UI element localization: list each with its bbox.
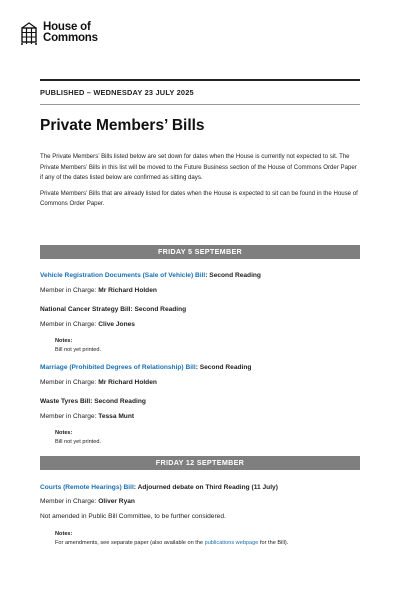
header-divider: [40, 104, 360, 105]
member-name: Mr Richard Holden: [98, 379, 157, 386]
bill-link[interactable]: Marriage (Prohibited Degrees of Relationship) Bill: [40, 364, 196, 371]
notes-text-pre: For amendments, see separate paper (also available on the: [55, 540, 205, 546]
bill-stage: : Adjourned debate on Third Reading (11 July): [133, 484, 278, 491]
bill-item: [40, 272, 360, 279]
bill-stage: : Second Reading: [205, 272, 261, 279]
member-in-charge: [40, 379, 360, 386]
bill-item: [40, 364, 360, 371]
published-date: PUBLISHED – WEDNESDAY 23 JULY 2025: [40, 88, 194, 97]
logo-line-1: House of: [43, 21, 91, 33]
logo-line-2: Commons: [43, 31, 98, 44]
notes-heading: Notes:: [55, 430, 73, 436]
member-label: Member in Charge:: [40, 498, 99, 505]
bill-notes: [55, 429, 101, 447]
member-label: Member in Charge:: [40, 413, 99, 420]
notes-heading: Notes:: [55, 338, 73, 344]
member-name: Tessa Munt: [98, 413, 135, 420]
day-header-friday-5-september: FRIDAY 5 SEPTEMBER: [40, 245, 360, 259]
member-in-charge: [40, 287, 360, 294]
bill-link[interactable]: Vehicle Registration Documents (Sale of Vehicle) Bill: [40, 272, 206, 279]
logo-wordmark: [43, 22, 98, 43]
notes-heading: Notes:: [55, 531, 73, 537]
publications-webpage-link[interactable]: publications webpage: [204, 540, 259, 546]
member-label: Member in Charge:: [40, 287, 99, 294]
notes-text: Bill not yet printed.: [55, 347, 102, 353]
member-in-charge: [40, 413, 360, 420]
member-name: Oliver Ryan: [98, 498, 135, 505]
bill-notes: [55, 337, 101, 355]
bill-title: National Cancer Strategy Bill: Second Reading: [40, 306, 187, 313]
bill-item: [40, 306, 360, 313]
bill-notes: [55, 530, 288, 548]
intro-text: [40, 152, 360, 215]
member-label: Member in Charge:: [40, 379, 99, 386]
bill-status: Not amended in Public Bill Committee, to be further considered.: [40, 513, 226, 520]
member-name: Clive Jones: [98, 321, 135, 328]
notes-text-post: for the Bill).: [258, 540, 289, 546]
bill-stage: : Second Reading: [195, 364, 252, 371]
member-in-charge: [40, 498, 360, 505]
intro-paragraph-1: The Private Members’ Bills listed below are set down for dates when the House is currently not expected to sit. The Private Members’ Bills in this list will be moved to the Future Business section of the House of Commons Order Paper if any of the dates listed below are confirmed as sitting days.: [40, 153, 357, 181]
house-of-commons-logo: [20, 22, 98, 46]
top-divider: [40, 79, 360, 81]
page-title: Private Members’ Bills: [40, 117, 205, 134]
bill-link[interactable]: Courts (Remote Hearings) Bill: [40, 484, 134, 491]
intro-paragraph-2: Private Members’ Bills that are already listed for dates when the House is expected to sit can be found in the House of Commons Order Paper.: [40, 189, 358, 207]
portcullis-icon: [20, 22, 38, 46]
day-header-friday-12-september: FRIDAY 12 SEPTEMBER: [40, 456, 360, 470]
bill-item: [40, 398, 360, 405]
bill-title: Waste Tyres Bill: Second Reading: [40, 398, 146, 405]
member-label: Member in Charge:: [40, 321, 99, 328]
bill-item: [40, 484, 360, 491]
member-name: Mr Richard Holden: [98, 287, 157, 294]
notes-text: Bill not yet printed.: [55, 439, 102, 445]
member-in-charge: [40, 321, 360, 328]
notes-text: [55, 539, 288, 548]
